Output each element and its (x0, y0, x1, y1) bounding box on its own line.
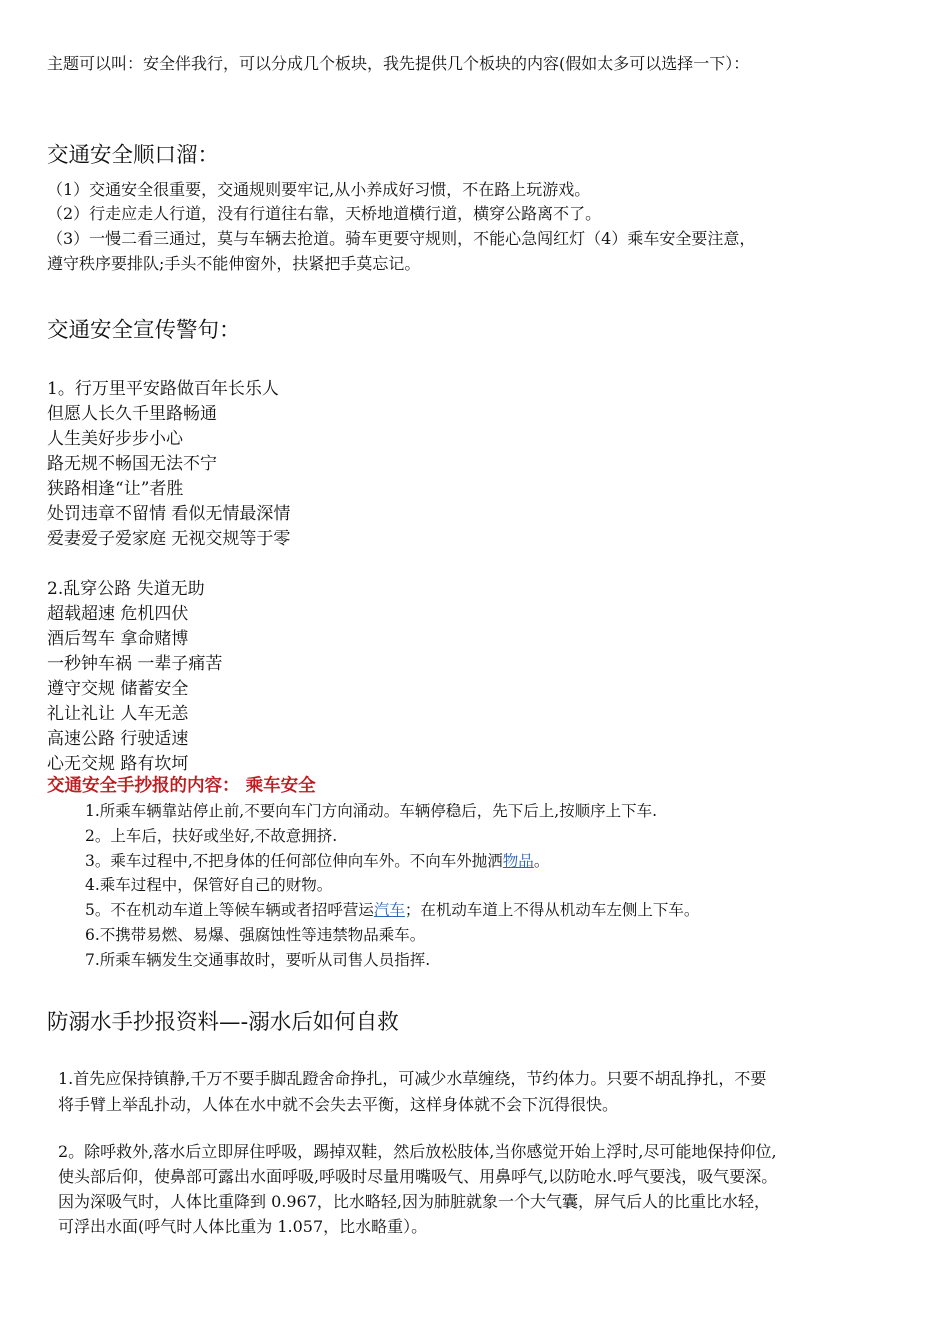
drowning-para-line: 2。除呼救外,落水后立即屏住呼吸，踢掉双鞋，然后放松肢体,当你感觉开始上浮时,尽可能地保持仰位, (58, 1142, 777, 1161)
drowning-para-line: 因为深吸气时，人体比重降到 0.967，比水略轻,因为肺脏就象一个大气囊，屏气后人的比重比水轻， (58, 1192, 770, 1211)
slogan-line: 1。行万里平安路做百年长乐人 (47, 379, 279, 399)
drowning-para-line: 可浮出水面(呼气时人体比重为 1.057，比水略重）。 (58, 1217, 428, 1236)
link-car[interactable]: 汽车 (373, 901, 405, 919)
slogan-line: 人生美好步步小心 (47, 429, 183, 449)
slogan-line: 酒后驾车 拿命赌博 (47, 629, 189, 649)
riding-item-text: 3。乘车过程中,不把身体的任何部位伸向车外。不向车外抛洒 (85, 852, 503, 870)
slogan-line: 心无交规 路有坎坷 (47, 754, 189, 774)
slogan-line: 遵守交规 储蓄安全 (47, 679, 189, 699)
riding-heading: 交通安全手抄报的内容： 乘车安全 (47, 776, 316, 796)
slogan-line: 路无规不畅国无法不宁 (47, 454, 217, 474)
slogans-heading: 交通安全宣传警句： (47, 318, 241, 343)
rhymes-heading: 交通安全顺口溜： (47, 143, 220, 168)
riding-item (85, 849, 549, 871)
rhyme-line: （3）一慢二看三通过，莫与车辆去抢道。骑车更要守规则，不能心急闯红灯（4）乘车安全要注意， (47, 229, 756, 248)
drowning-para-line: 将手臂上举乱扑动，人体在水中就不会失去平衡，这样身体就不会下沉得很快。 (58, 1095, 619, 1114)
drowning-para-line: 1.首先应保持镇静,千万不要手脚乱蹬舍命挣扎，可减少水草缠绕，节约体力。只要不胡乱挣扎，不要 (58, 1069, 767, 1088)
link-goods[interactable]: 物品 (502, 852, 534, 870)
riding-item: 4.乘车过程中，保管好自己的财物。 (85, 876, 333, 894)
rhyme-line: （2）行走应走人行道，没有行道往右靠，天桥地道横行道，横穿公路离不了。 (47, 204, 602, 223)
slogan-line: 但愿人长久千里路畅通 (47, 404, 217, 424)
slogan-line: 一秒钟车祸 一辈子痛苦 (47, 654, 223, 674)
slogan-line: 礼让礼让 人车无恙 (47, 704, 189, 724)
riding-item (85, 898, 699, 920)
rhyme-line: （1）交通安全很重要，交通规则要牢记,从小养成好习惯，不在路上玩游戏。 (47, 180, 591, 199)
riding-item-text: 5。不在机动车道上等候车辆或者招呼营运 (85, 901, 374, 919)
slogan-line: 狭路相逢“让”者胜 (47, 479, 184, 499)
drowning-heading: 防溺水手抄报资料—-溺水后如何自救 (47, 1010, 399, 1035)
slogan-line: 处罚违章不留情 看似无情最深情 (47, 504, 291, 524)
riding-item: 7.所乘车辆发生交通事故时，要听从司售人员指挥. (85, 951, 431, 969)
riding-item-text: 。 (533, 852, 550, 870)
intro-text: 主题可以叫：安全伴我行，可以分成几个板块，我先提供几个板块的内容(假如太多可以选择一下）： (47, 54, 750, 73)
riding-item: 2。上车后，扶好或坐好,不故意拥挤. (85, 827, 338, 845)
slogan-line: 高速公路 行驶适速 (47, 729, 189, 749)
slogan-line: 爱妻爱子爱家庭 无视交规等于零 (47, 529, 291, 549)
riding-item: 1.所乘车辆靠站停止前,不要向车门方向涌动。车辆停稳后，先下后上,按顺序上下车. (85, 802, 658, 820)
slogan-line: 超载超速 危机四伏 (47, 604, 189, 624)
rhyme-line: 遵守秩序要排队;手头不能伸窗外，扶紧把手莫忘记。 (47, 254, 421, 273)
drowning-para-line: 使头部后仰，使鼻部可露出水面呼吸,呼吸时尽量用嘴吸气、用鼻呼气,以防呛水.呼气要浅，吸气要深。 (58, 1167, 778, 1186)
riding-item-text: ；在机动车道上不得从机动车左侧上下车。 (404, 901, 700, 919)
slogan-line: 2.乱穿公路 失道无助 (47, 579, 205, 599)
riding-item: 6.不携带易燃、易爆、强腐蚀性等违禁物品乘车。 (85, 926, 426, 944)
